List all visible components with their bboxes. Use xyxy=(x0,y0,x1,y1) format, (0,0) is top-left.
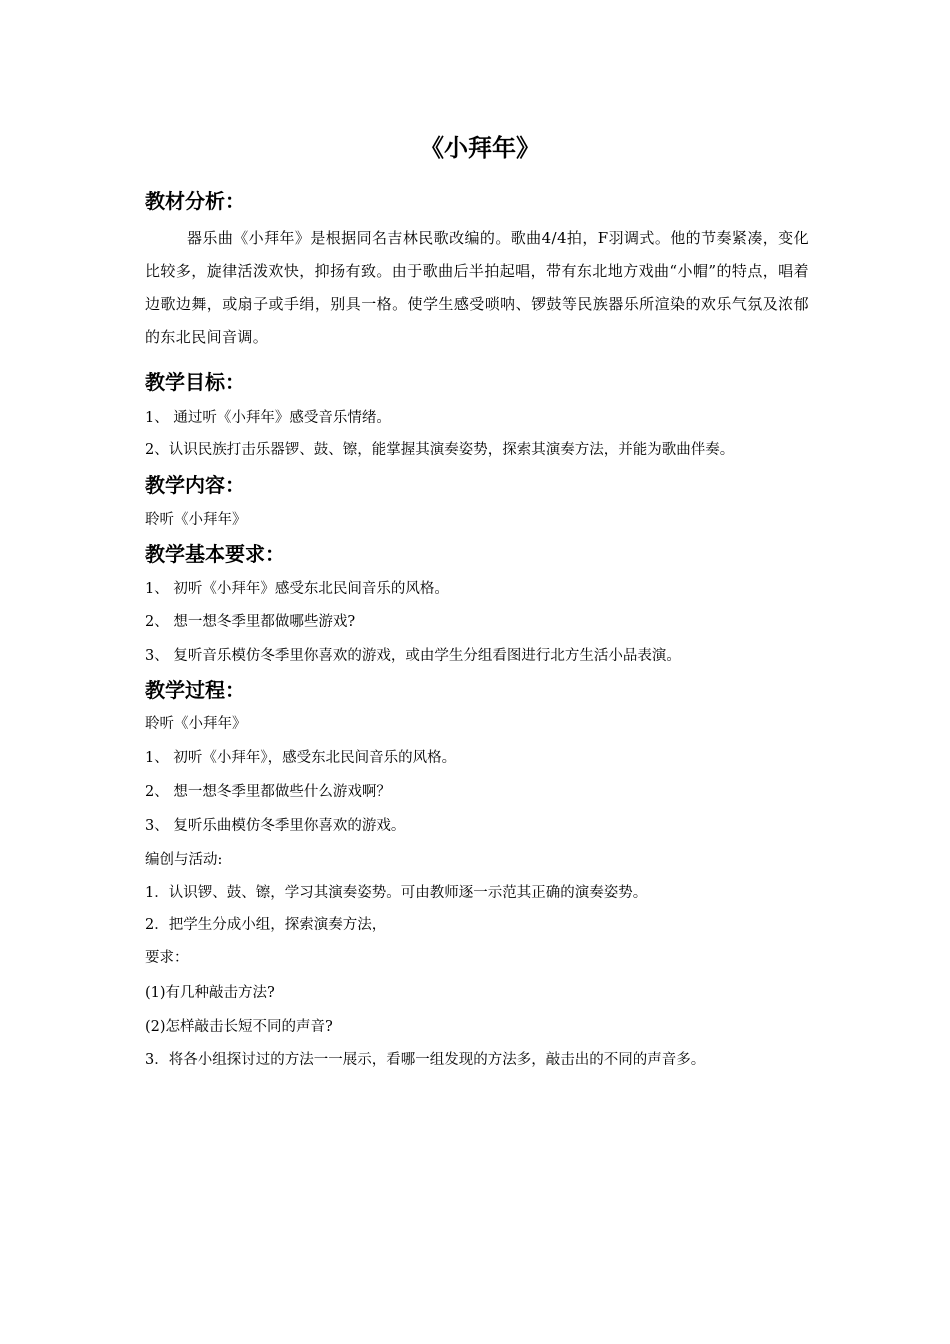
goal-item-2: 2、认识民族打击乐器锣、鼓、镲，能掌握其演奏姿势，探索其演奏方法，并能为歌曲伴奏。 xyxy=(145,442,735,458)
process-item-8: 要求： xyxy=(145,950,189,966)
requirement-item-2: 2、 想一想冬季里都做哪些游戏? xyxy=(145,614,356,630)
requirement-item-3: 3、 复听音乐模仿冬季里你喜欢的游戏，或由学生分组看图进行北方生活小品表演。 xyxy=(145,648,681,664)
heading-content: 教学内容： xyxy=(145,473,245,497)
process-item-10: (2)怎样敲击长短不同的声音? xyxy=(145,1019,333,1035)
analysis-paragraph: 器乐曲《小拜年》是根据同名吉林民歌改编的。歌曲4/4拍，F羽调式。他的节奏紧凑，变化比较多，旋律活泼欢快，抑扬有致。由于歌曲后半拍起唱，带有东北地方戏曲“小帽”的特点，唱着边歌边舞，或扇子或手绢，别具一格。使学生感受唢呐、锣鼓等民族器乐所渲染的欢乐气氛及浓郁的东北民间音调。 xyxy=(145,229,809,346)
process-item-2: 1、 初听《小拜年》，感受东北民间音乐的风格。 xyxy=(145,750,457,766)
requirement-item-1: 1、 初听《小拜年》感受东北民间音乐的风格。 xyxy=(145,581,449,597)
heading-requirements: 教学基本要求： xyxy=(145,542,285,566)
content-item-1: 聆听《小拜年》 xyxy=(145,512,247,528)
document-title: 《小拜年》 xyxy=(420,134,540,162)
heading-process: 教学过程： xyxy=(145,678,245,702)
process-item-5: 编创与活动: xyxy=(145,852,223,868)
process-item-6: 1．认识锣、鼓、镲，学习其演奏姿势。可由教师逐一示范其正确的演奏姿势。 xyxy=(145,885,648,901)
process-item-4: 3、 复听乐曲模仿冬季里你喜欢的游戏。 xyxy=(145,818,406,834)
process-item-11: 3．将各小组探讨过的方法一一展示，看哪一组发现的方法多，敲击出的不同的声音多。 xyxy=(145,1052,706,1068)
process-item-7: 2．把学生分成小组，探索演奏方法， xyxy=(145,917,387,933)
goal-item-1: 1、 通过听《小拜年》感受音乐情绪。 xyxy=(145,410,391,426)
process-item-3: 2、 想一想冬季里都做些什么游戏啊？ xyxy=(145,784,391,800)
process-item-9: (1)有几种敲击方法? xyxy=(145,985,275,1001)
heading-analysis: 教材分析： xyxy=(145,189,245,213)
heading-goals: 教学目标： xyxy=(145,370,245,394)
process-item-1: 聆听《小拜年》 xyxy=(145,716,247,732)
